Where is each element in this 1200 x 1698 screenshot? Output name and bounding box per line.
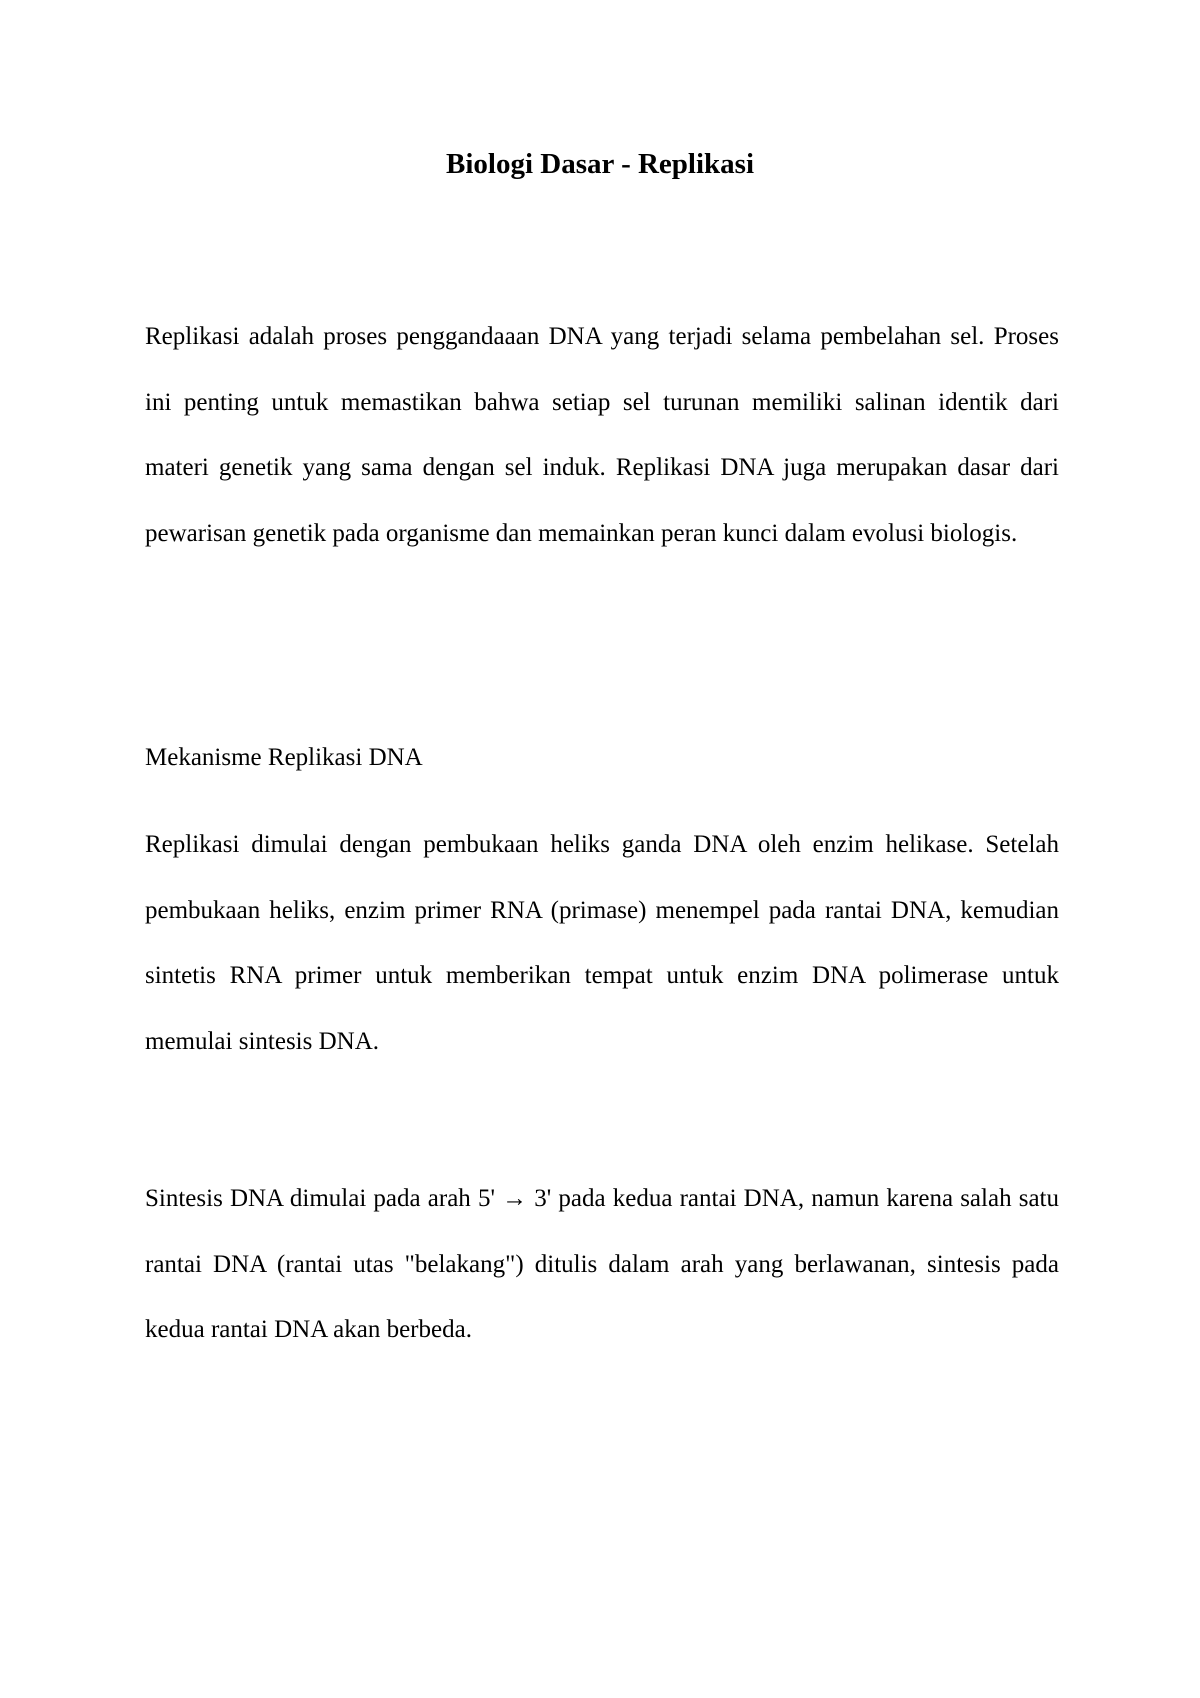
intro-paragraph: Replikasi adalah proses penggandaaan DNA yang terjadi selama pembelahan sel. Proses ini penting untuk memastikan bahwa setiap sel turunan memiliki salinan identik dari materi genetik yang sama dengan sel induk. Replikasi DNA juga merupakan dasar dari pewarisan genetik pada organisme dan memainkan peran kunci dalam evolusi biologis. (145, 323, 1059, 547)
synthesis-paragraph: Sintesis DNA dimulai pada arah 5' → 3' pada kedua rantai DNA, namun karena salah satu rantai DNA (rantai utas "belakang") ditulis dalam arah yang berlawanan, sintesis pada kedua rantai DNA akan berbeda. (145, 1185, 1059, 1343)
page-title: Biologi Dasar - Replikasi (445, 148, 755, 180)
mechanism-paragraph: Replikasi dimulai dengan pembukaan heliks ganda DNA oleh enzim helikase. Setelah pembukaan heliks, enzim primer RNA (primase) menempel pada rantai DNA, kemudian sintetis RNA primer untuk memberikan tempat untuk enzim DNA polimerase untuk memulai sintesis DNA. (145, 831, 1059, 1055)
section-heading: Mekanisme Replikasi DNA (145, 744, 423, 771)
